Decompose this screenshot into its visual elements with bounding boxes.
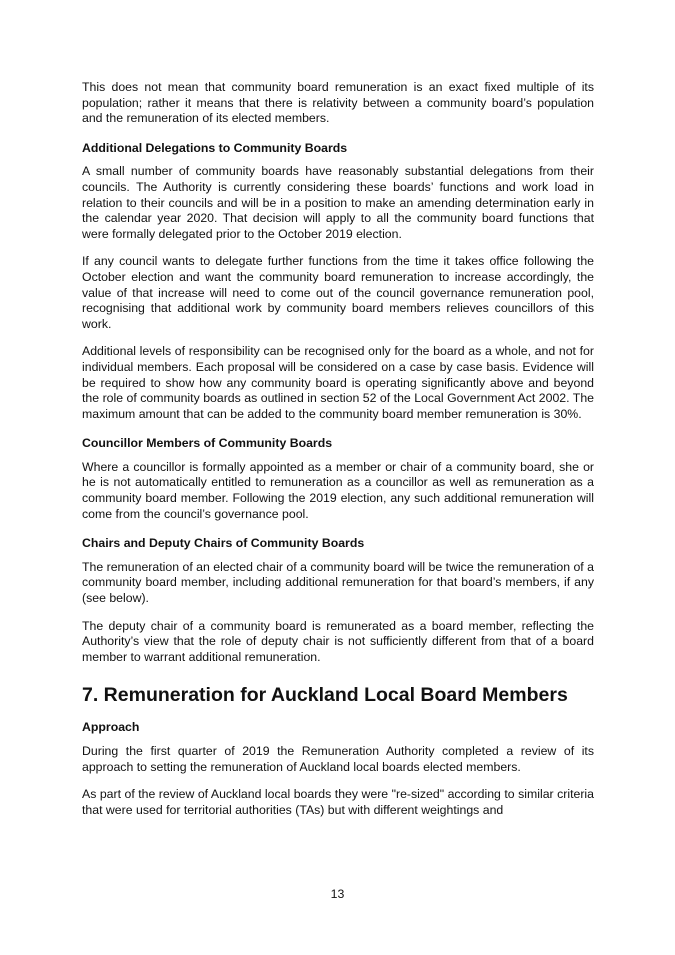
paragraph-chairs-1: The remuneration of an elected chair of a community board will be twice the remuneration of a community board member, including additional remuneration for that board’s members, if any (see below). [82, 559, 594, 606]
paragraph-chairs-2: The deputy chair of a community board is remunerated as a board member, reflecting the Authority’s view that the role of deputy chair is not sufficiently different from that of a board member to warrant additional remuneration. [82, 618, 594, 664]
paragraph-approach-1: During the first quarter of 2019 the Remuneration Authority completed a review of its approach to setting the remuneration of Auckland local boards elected members. [82, 744, 594, 774]
section-7-heading: 7. Remuneration for Auckland Local Board Members [82, 684, 568, 707]
paragraph-intro: This does not mean that community board remuneration is an exact fixed multiple of its population; rather it means that there is relativity between a community board’s population and the remuneration of its elected members. [82, 80, 594, 126]
heading-approach: Approach [82, 720, 140, 735]
paragraph-councillor-members: Where a councillor is formally appointed as a member or chair of a community board, she or he is not automatically entitled to remuneration as a councillor as well as remuneration as a community board member. Following the 2019 election, any such additional remuneration will come from the council’s governance pool. [82, 459, 594, 521]
paragraph-delegations-2: If any council wants to delegate further functions from the time it takes office following the October election and want the community board remuneration to increase accordingly, the value of that increase will need to come out of the council governance remuneration pool, recognising that additional work by community board members relieves councillors of this work. [82, 254, 594, 331]
heading-councillor-members: Councillor Members of Community Boards [82, 436, 333, 451]
heading-additional-delegations: Additional Delegations to Community Boards [82, 140, 348, 155]
paragraph-approach-2: As part of the review of Auckland local boards they were "re-sized" according to similar criteria that were used for territorial authorities (TAs) but with different weightings and [82, 787, 594, 817]
page-number: 13 [330, 887, 345, 901]
paragraph-delegations-3: Additional levels of responsibility can be recognised only for the board as a whole, and not for individual members. Each proposal will be considered on a case by case basis. Evidence will be required to show how any community board is operating significantly above and beyond the role of community boards as outlined in section 52 of the Local Government Act 2002. The maximum amount that can be added to the community board member remuneration is 30%. [82, 344, 594, 421]
document-body [82, 80, 594, 818]
heading-chairs: Chairs and Deputy Chairs of Community Boards [82, 536, 365, 551]
paragraph-delegations-1: A small number of community boards have reasonably substantial delegations from their councils. The Authority is currently considering these boards’ functions and work load in relation to their councils and will be in a position to make an amending determination early in the calendar year 2020. That decision will apply to all the community board functions that were formally delegated prior to the October 2019 election. [82, 164, 594, 241]
